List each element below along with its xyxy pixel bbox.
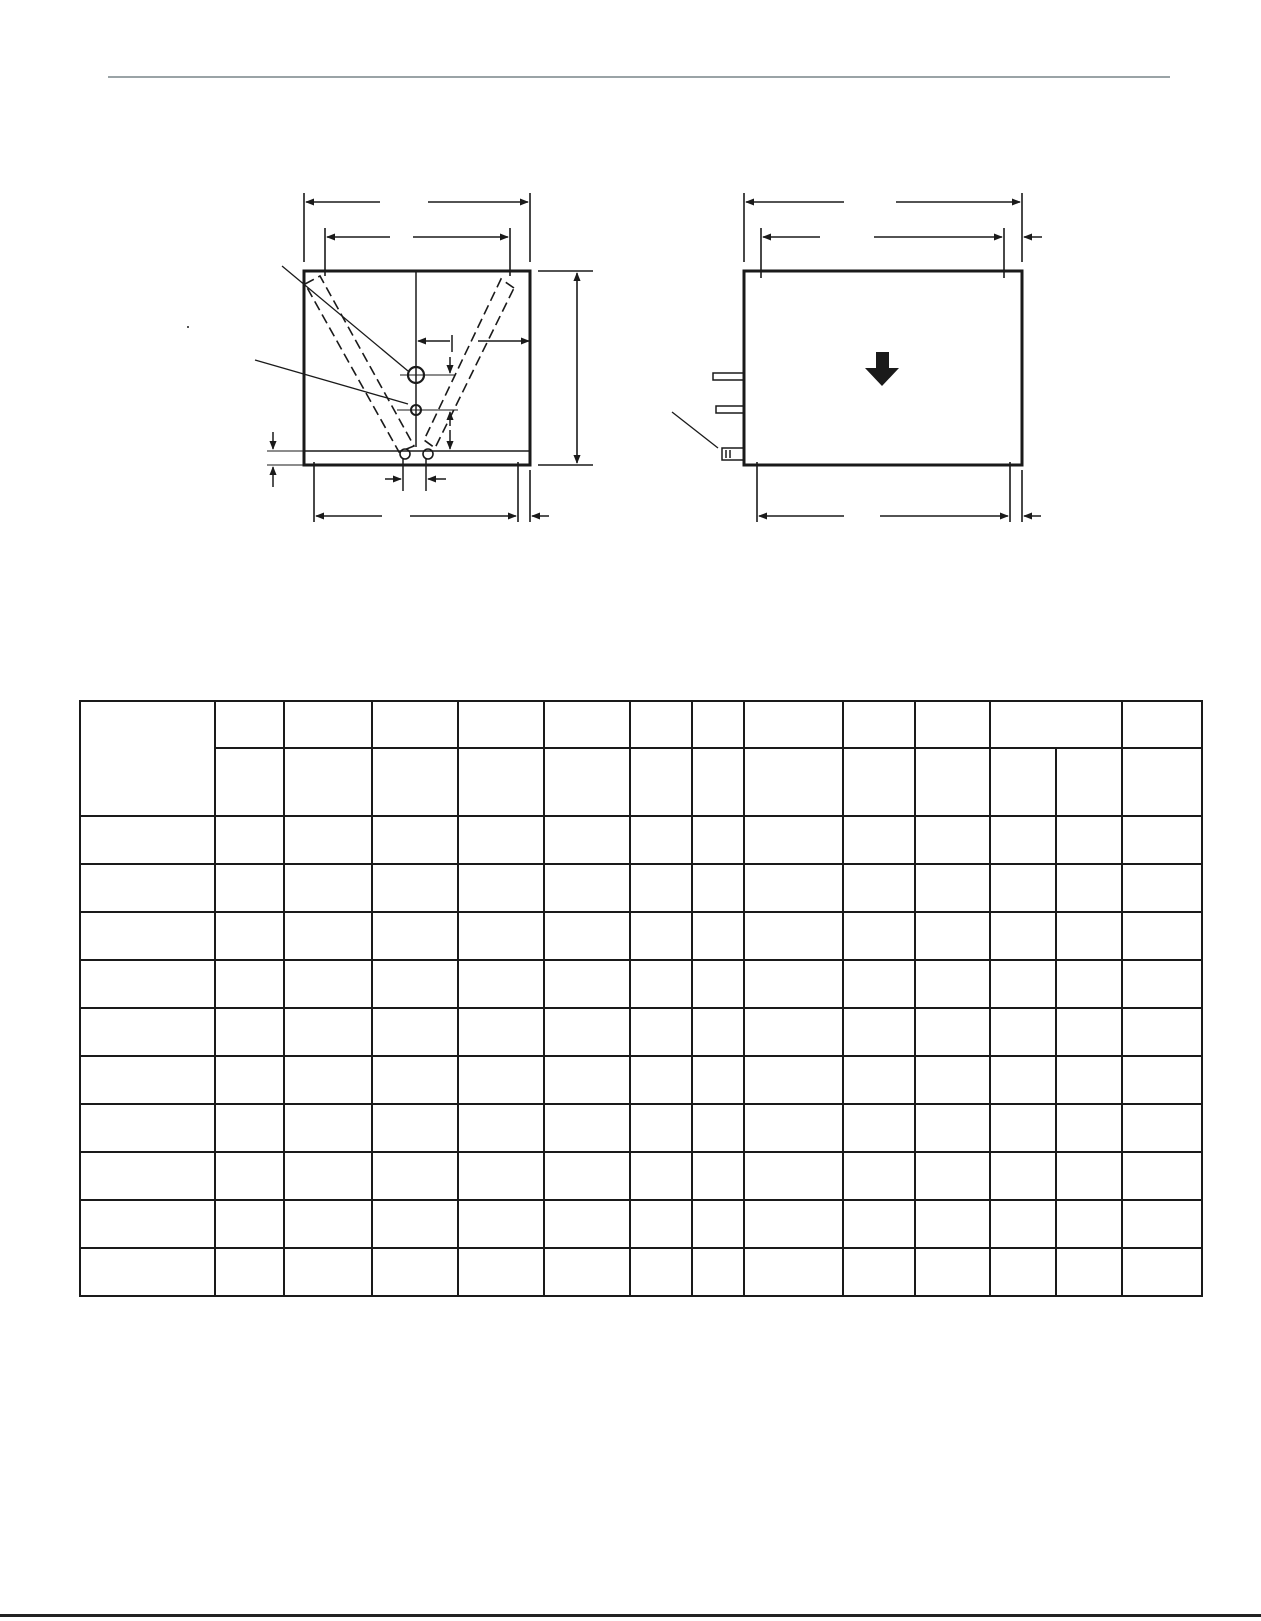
table-cell (843, 912, 915, 960)
table-cell (284, 1104, 372, 1152)
dim-bottom-offset (1022, 470, 1041, 522)
table-cell (744, 1200, 843, 1248)
table-cell (744, 912, 843, 960)
callout-leader-drain (672, 412, 718, 448)
table-cell (744, 1008, 843, 1056)
header-cell (544, 748, 630, 816)
table-cell (215, 960, 284, 1008)
table-cell (915, 912, 990, 960)
front-view (187, 193, 593, 522)
header-cell (458, 748, 544, 816)
table-cell (544, 816, 630, 864)
table-cell (915, 1152, 990, 1200)
table-cell (692, 1248, 744, 1296)
header-cell (215, 748, 284, 816)
table-cell (843, 960, 915, 1008)
table-cell (915, 864, 990, 912)
table-header-row (80, 701, 1202, 748)
table-cell (630, 1152, 692, 1200)
table-cell (1122, 912, 1202, 960)
table-cell (843, 1200, 915, 1248)
table-cell (544, 1152, 630, 1200)
table-cell (843, 864, 915, 912)
header-cell (1056, 748, 1122, 816)
table-cell (458, 960, 544, 1008)
table-cell (990, 1248, 1056, 1296)
table-cell (80, 960, 215, 1008)
table-cell (544, 864, 630, 912)
table-cell (458, 912, 544, 960)
table-cell (372, 1152, 458, 1200)
table-cell (915, 1248, 990, 1296)
header-cell (915, 701, 990, 748)
table-cell (630, 960, 692, 1008)
table-cell (80, 912, 215, 960)
table-cell (458, 1056, 544, 1104)
table-cell (630, 1056, 692, 1104)
table-row (80, 1104, 1202, 1152)
table-cell (915, 960, 990, 1008)
table-cell (544, 912, 630, 960)
table-cell (630, 1248, 692, 1296)
table-cell (630, 864, 692, 912)
table-cell (544, 1008, 630, 1056)
table-cell (744, 1056, 843, 1104)
table-cell (215, 864, 284, 912)
table-row (80, 1248, 1202, 1296)
table-cell (215, 1152, 284, 1200)
dim-overall-depth (744, 193, 1022, 262)
table-cell (744, 816, 843, 864)
table-cell (215, 1104, 284, 1152)
table-cell (80, 864, 215, 912)
header-cell (630, 748, 692, 816)
table-cell (1122, 1104, 1202, 1152)
header-cell (990, 701, 1122, 748)
table-cell (630, 1104, 692, 1152)
table-cell (80, 1248, 215, 1296)
dimension-drawing (0, 0, 1261, 680)
table-cell (1056, 960, 1122, 1008)
table-cell (1056, 864, 1122, 912)
table-cell (284, 1248, 372, 1296)
header-cell (372, 748, 458, 816)
table-cell (915, 816, 990, 864)
arrow-down-icon (865, 352, 899, 386)
table-cell (692, 816, 744, 864)
header-cell (843, 701, 915, 748)
table-cell (372, 1248, 458, 1296)
table-cell (80, 1104, 215, 1152)
table-cell (692, 1104, 744, 1152)
table-cell (1122, 816, 1202, 864)
table-cell (692, 960, 744, 1008)
table-subheader-row (80, 748, 1202, 816)
table-row (80, 864, 1202, 912)
table-cell (630, 1008, 692, 1056)
table-cell (458, 1104, 544, 1152)
table-cell (372, 912, 458, 960)
dim-bottom-width (314, 462, 518, 522)
table-cell (744, 1152, 843, 1200)
table-cell (692, 1200, 744, 1248)
table-cell (843, 1008, 915, 1056)
table-cell (1122, 1152, 1202, 1200)
table-cell (990, 816, 1056, 864)
table-cell (692, 1008, 744, 1056)
table-row (80, 816, 1202, 864)
header-cell (215, 701, 284, 748)
table-cell (692, 1056, 744, 1104)
side-view (672, 193, 1042, 522)
table-cell (1056, 1008, 1122, 1056)
table-cell (215, 816, 284, 864)
table-cell (630, 912, 692, 960)
table-cell (284, 1056, 372, 1104)
table-row (80, 1200, 1202, 1248)
table-cell (915, 1056, 990, 1104)
table-cell (990, 1152, 1056, 1200)
table-cell (544, 1056, 630, 1104)
table-cell (458, 1248, 544, 1296)
table-cell (80, 1152, 215, 1200)
header-cell (692, 748, 744, 816)
dimensions-table (79, 700, 1203, 1297)
table-row (80, 1056, 1202, 1104)
table-cell (80, 1056, 215, 1104)
callout-leader-liquid (255, 360, 408, 404)
header-cell (544, 701, 630, 748)
table-cell (630, 1200, 692, 1248)
dim-height (538, 271, 593, 465)
header-cell (630, 701, 692, 748)
table-cell (80, 1200, 215, 1248)
table-cell (1122, 1056, 1202, 1104)
header-cell (744, 701, 843, 748)
table-cell (1056, 1104, 1122, 1152)
table-cell (1122, 960, 1202, 1008)
dim-side-offset (530, 470, 549, 522)
header-cell (843, 748, 915, 816)
table-cell (692, 864, 744, 912)
table-cell (284, 1200, 372, 1248)
table-cell (215, 1248, 284, 1296)
table-cell (843, 816, 915, 864)
table-cell (915, 1008, 990, 1056)
table-cell (843, 1056, 915, 1104)
table-cell (1122, 1248, 1202, 1296)
table-cell (544, 1248, 630, 1296)
table-cell (990, 1056, 1056, 1104)
dim-overall-width (304, 193, 530, 262)
table-cell (843, 1104, 915, 1152)
table-cell (372, 1056, 458, 1104)
dim-bottom-depth (757, 462, 1010, 522)
table-cell (915, 1104, 990, 1152)
table-cell (843, 1248, 915, 1296)
table-cell (843, 1152, 915, 1200)
a-coil-outline (305, 276, 514, 452)
table-cell (284, 864, 372, 912)
table-cell (1056, 1152, 1122, 1200)
table-cell (284, 912, 372, 960)
table-cell (1056, 1200, 1122, 1248)
header-cell (1122, 701, 1202, 748)
table-cell (372, 960, 458, 1008)
table-cell (744, 1248, 843, 1296)
table-cell (630, 816, 692, 864)
table-row (80, 960, 1202, 1008)
table-cell (372, 1008, 458, 1056)
table-cell (692, 1152, 744, 1200)
table-row (80, 1152, 1202, 1200)
table-cell (80, 1008, 215, 1056)
table-cell (990, 864, 1056, 912)
table-row (80, 1008, 1202, 1056)
table-row (80, 912, 1202, 960)
table-cell (215, 1008, 284, 1056)
table-cell (990, 1200, 1056, 1248)
table-cell (372, 1104, 458, 1152)
table-cell (458, 1200, 544, 1248)
header-cell (284, 701, 372, 748)
table-cell (284, 960, 372, 1008)
table-cell (80, 816, 215, 864)
table-cell (990, 912, 1056, 960)
header-cell (915, 748, 990, 816)
table-cell (744, 864, 843, 912)
table-cell (215, 1200, 284, 1248)
table-cell (544, 1104, 630, 1152)
header-cell (80, 701, 215, 816)
table-cell (215, 912, 284, 960)
table-cell (458, 816, 544, 864)
table-cell (544, 960, 630, 1008)
dim-inner-width (325, 228, 510, 276)
header-cell (1122, 748, 1202, 816)
table-cell (372, 864, 458, 912)
table-cell (284, 816, 372, 864)
table-cell (692, 912, 744, 960)
table-cell (990, 1008, 1056, 1056)
table-cell (372, 816, 458, 864)
table-cell (215, 1056, 284, 1104)
table-cell (458, 1152, 544, 1200)
table-cell (744, 1104, 843, 1152)
footer-rule (0, 1614, 1261, 1617)
header-cell (692, 701, 744, 748)
header-cell (990, 748, 1056, 816)
table-cell (458, 864, 544, 912)
table-cell (372, 1200, 458, 1248)
header-cell (744, 748, 843, 816)
table-body (80, 816, 1202, 1296)
table-cell (1056, 1056, 1122, 1104)
table-cell (1122, 864, 1202, 912)
table-cell (915, 1200, 990, 1248)
table-cell (1122, 1200, 1202, 1248)
table-cell (284, 1008, 372, 1056)
table-cell (1122, 1008, 1202, 1056)
table-cell (284, 1152, 372, 1200)
table-cell (990, 1104, 1056, 1152)
header-cell (284, 748, 372, 816)
table-cell (990, 960, 1056, 1008)
table-cell (1056, 816, 1122, 864)
header-cell (372, 701, 458, 748)
table-cell (744, 960, 843, 1008)
table-cell (544, 1200, 630, 1248)
table-cell (458, 1008, 544, 1056)
header-cell (458, 701, 544, 748)
table-cell (1056, 1248, 1122, 1296)
table-cell (1056, 912, 1122, 960)
